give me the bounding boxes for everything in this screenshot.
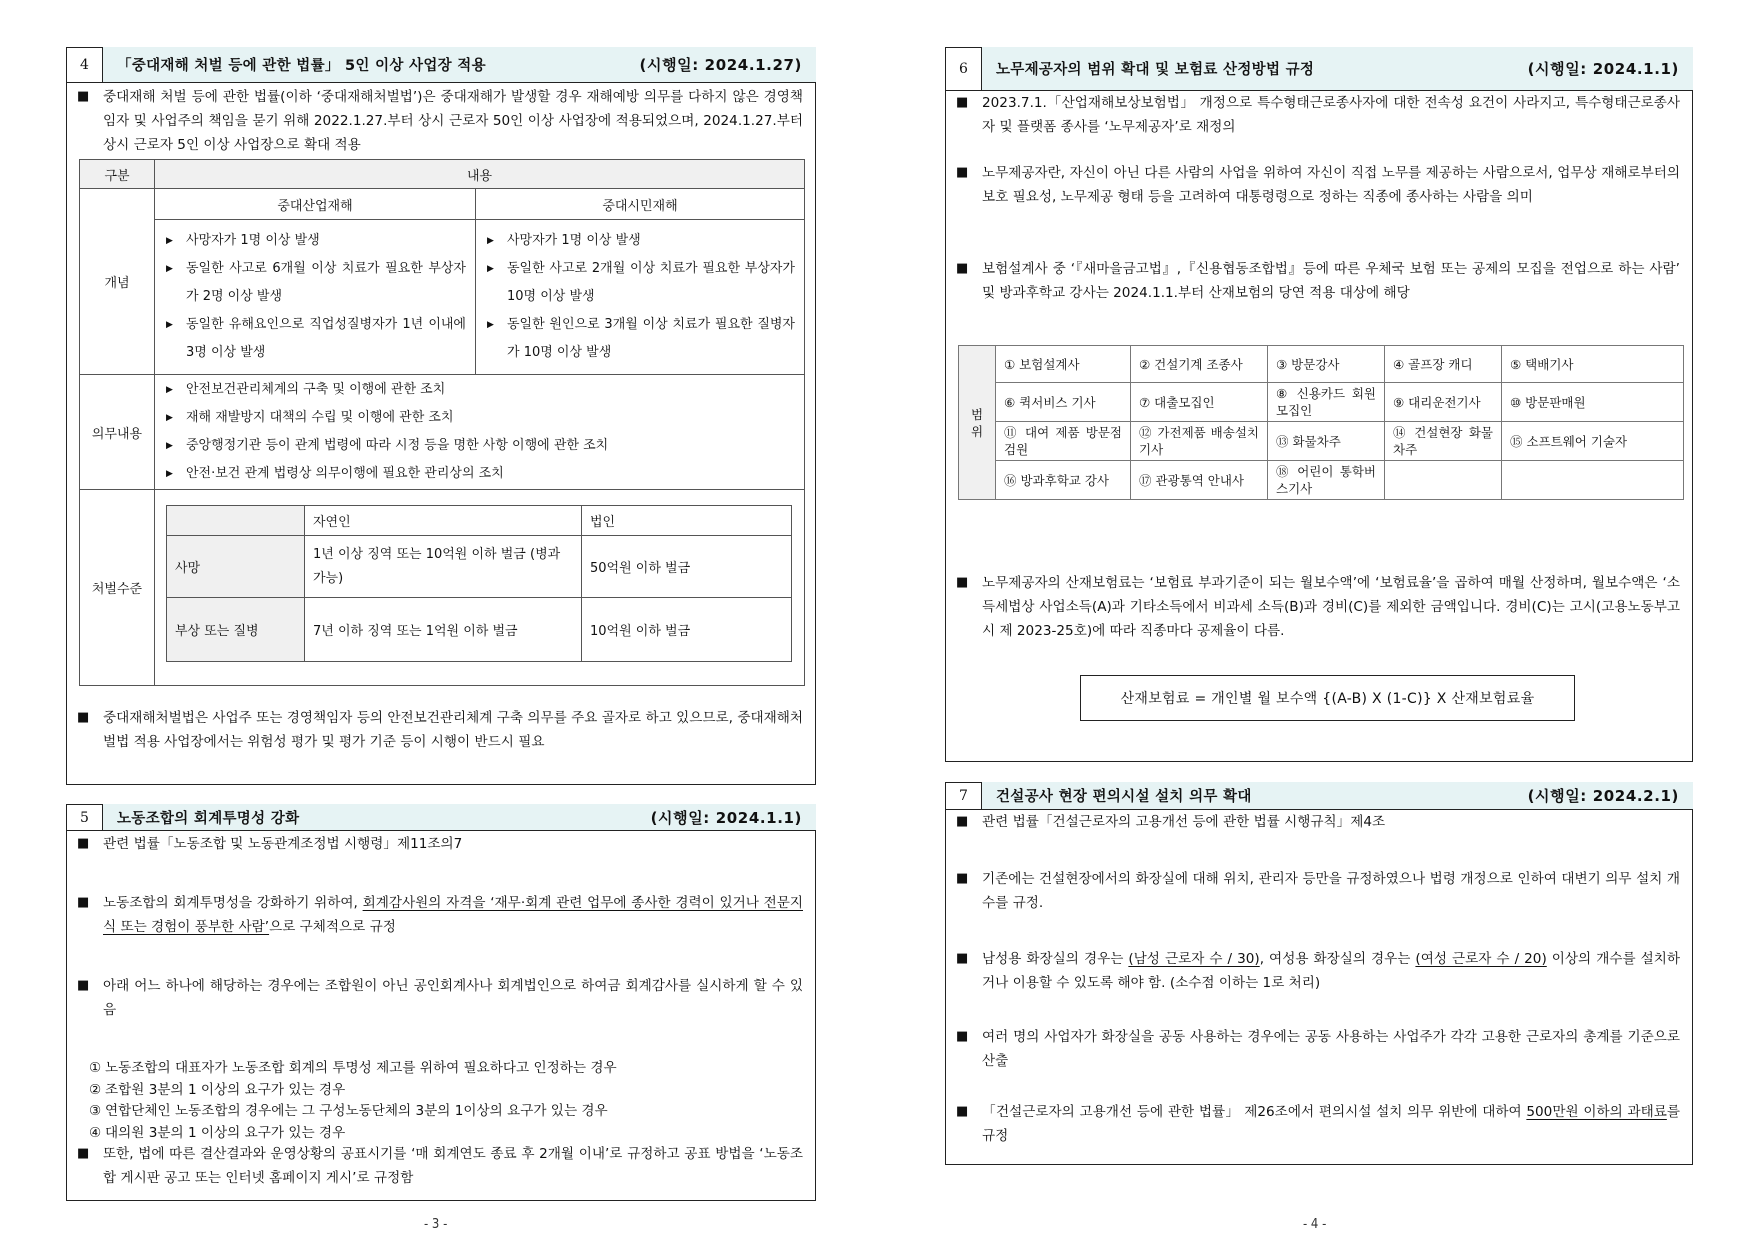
bullet-paragraph — [77, 891, 803, 939]
table-cell: ⑫ 가전제품 배송설치기사 — [1131, 422, 1268, 461]
serious-accident-table — [79, 159, 805, 686]
corp-penalty: 10억원 이하 벌금 — [582, 598, 792, 662]
table-cell — [1502, 461, 1684, 500]
case-list — [89, 1058, 803, 1144]
section-number: 5 — [66, 804, 103, 830]
square-bullet-icon: ■ — [956, 814, 969, 829]
bullet-paragraph — [956, 947, 1680, 995]
triangle-bullet-icon: ▶ — [487, 320, 494, 330]
underlined-text: 500만원 이하의 과태료 — [1526, 1104, 1667, 1120]
square-bullet-icon: ■ — [77, 89, 90, 104]
section-4 — [66, 47, 816, 785]
section-6-body — [945, 90, 1693, 762]
section-title: 노무제공자의 범위 확대 및 보험료 산정방법 규정 — [996, 62, 1315, 78]
row-label-penalty: 처벌수준 — [80, 490, 155, 686]
list-item: ③ 연합단체인 노동조합의 경우에는 그 구성노동단체의 3분의 1이상의 요구가 있는 경우 — [89, 1103, 608, 1119]
bullet-text: 관련 법률「건설근로자의 고용개선 등에 관한 법률 시행규칙」제4조 — [982, 814, 1386, 830]
section-date: (시행일: 2024.1.27) — [639, 56, 802, 74]
list-item: ▶ 안전보건관리체계의 구축 및 이행에 관한 조치 — [166, 376, 795, 404]
table-cell: ⑱ 어린이 통학버스기사 — [1268, 461, 1385, 500]
section-title: 「중대재해 처벌 등에 관한 법률」 5인 이상 사업장 적용 — [117, 58, 486, 74]
bullet-paragraph — [77, 85, 803, 157]
triangle-bullet-icon: ▶ — [166, 469, 173, 479]
col-header-corp: 법인 — [582, 506, 792, 536]
section-7-header — [945, 782, 1693, 809]
duty-items-cell — [155, 375, 805, 490]
square-bullet-icon: ■ — [956, 165, 969, 180]
table-cell: ⑯ 방과후학교 강사 — [996, 461, 1131, 500]
list-item: ▶ 사망자가 1명 이상 발생 — [487, 227, 795, 255]
section-title: 건설공사 현장 편의시설 설치 의무 확대 — [996, 789, 1252, 805]
bullet-paragraph — [956, 810, 1680, 834]
square-bullet-icon: ■ — [956, 261, 969, 276]
list-item: ▶ 사망자가 1명 이상 발생 — [166, 227, 466, 255]
triangle-bullet-icon: ▶ — [166, 413, 173, 423]
square-bullet-icon: ■ — [77, 1146, 90, 1161]
table-cell: ③ 방문강사 — [1268, 346, 1385, 383]
person-penalty: 7년 이하 징역 또는 1억원 이하 벌금 — [305, 598, 582, 662]
list-item: ▶ 안전·보건 관계 법령상 의무이행에 필요한 관리상의 조치 — [166, 460, 795, 488]
section-title: 노동조합의 회계투명성 강화 — [117, 810, 300, 827]
triangle-bullet-icon: ▶ — [166, 264, 173, 274]
table-row — [959, 461, 1684, 500]
row-label: 부상 또는 질병 — [167, 598, 305, 662]
table-cell: ⑧ 신용카드 회원모집인 — [1268, 383, 1385, 422]
bullet-text: 「건설근로자의 고용개선 등에 관한 법률」 제26조에서 편의시설 설치 의무 위반에 대하여 — [982, 1104, 1527, 1120]
triangle-bullet-icon: ▶ — [166, 441, 173, 451]
table-cell: ⑦ 대출모집인 — [1131, 383, 1268, 422]
square-bullet-icon: ■ — [77, 978, 90, 993]
page-number: - 3 - — [424, 1217, 448, 1232]
list-item: ▶ 재해 재발방지 대책의 수립 및 이행에 관한 조치 — [166, 404, 795, 432]
corp-penalty: 50억원 이하 벌금 — [582, 536, 792, 598]
bullet-text: 으로 구체적으로 규정 — [269, 919, 396, 935]
section-5-body — [66, 830, 816, 1201]
bullet-paragraph — [956, 867, 1680, 915]
list-item: ▶ 동일한 원인으로 3개월 이상 치료가 필요한 질병자가 10명 이상 발생 — [487, 311, 795, 367]
bullet-paragraph — [956, 1100, 1680, 1148]
section-6 — [945, 47, 1693, 762]
bullet-paragraph — [956, 161, 1680, 209]
section-5 — [66, 804, 816, 1201]
table-cell: ② 건설기계 조종사 — [1131, 346, 1268, 383]
bullet-text: 보험설계사 중 ‘『새마을금고법』,『신용협동조합법』등에 따른 우체국 보험 또는 공제의 모집을 전업으로 하는 사람’ 및 방과후학교 강사는 2024.1.1.부터 산재보험의 당연 적용 대상에 해당 — [982, 261, 1680, 301]
section-7-body — [945, 809, 1693, 1165]
table-cell: ⑰ 관광통역 안내사 — [1131, 461, 1268, 500]
triangle-bullet-icon: ▶ — [166, 320, 173, 330]
section-date: (시행일: 2024.2.1) — [1527, 787, 1679, 805]
bullet-text: 여러 명의 사업자가 화장실을 공동 사용하는 경우에는 공동 사용하는 사업주가 각각 고용한 근로자의 총계를 기준으로 산출 — [982, 1029, 1680, 1069]
table-cell: ⑨ 대리운전기사 — [1385, 383, 1502, 422]
bullet-text: 노무제공자란, 자신이 아닌 다른 사람의 사업을 위하여 자신이 직접 노무를 제공하는 사람으로서, 업무상 재해로부터의 보호 필요성, 노무제공 형태 등을 고려하여 대통령령으로 정하는 직종에 종사하는 사람을 의미 — [982, 165, 1680, 205]
square-bullet-icon: ■ — [956, 575, 969, 590]
table-row — [959, 346, 1684, 383]
list-item: ② 조합원 3분의 1 이상의 요구가 있는 경우 — [89, 1081, 346, 1098]
table-row — [167, 598, 792, 662]
section-date: (시행일: 2024.1.1) — [1527, 60, 1679, 78]
penalty-cell — [155, 490, 805, 686]
section-number: 4 — [66, 47, 103, 82]
civil-items-cell — [476, 220, 805, 375]
list-item: ▶ 동일한 유해요인으로 직업성질병자가 1년 이내에 3명 이상 발생 — [166, 311, 466, 367]
triangle-bullet-icon: ▶ — [487, 264, 494, 274]
section-date: (시행일: 2024.1.1) — [650, 808, 802, 827]
triangle-bullet-icon: ▶ — [487, 236, 494, 246]
bullet-text: 2023.7.1.「산업재해보상보험법」 개정으로 특수형태근로종사자에 대한 전속성 요건이 사라지고, 특수형태근로종사자 및 플랫폼 종사를 ‘노무제공자’로 재정의 — [982, 95, 1680, 135]
person-penalty: 1년 이상 징역 또는 10억원 이하 벌금 (병과 가능) — [305, 536, 582, 598]
table-cell: ④ 골프장 캐디 — [1385, 346, 1502, 383]
table-cell: ① 보험설계사 — [996, 346, 1131, 383]
scope-table — [958, 345, 1684, 500]
bullet-text: 남성용 화장실의 경우는 — [982, 951, 1129, 967]
bullet-text: 관련 법률「노동조합 및 노동관계조정법 시행령」제11조의7 — [103, 836, 463, 852]
bullet-paragraph — [956, 1025, 1680, 1073]
section-7 — [945, 782, 1693, 1165]
row-label-concept: 개념 — [80, 189, 155, 375]
square-bullet-icon: ■ — [77, 836, 90, 851]
list-item: ▶ 중앙행정기관 등이 관계 법령에 따라 시정 등을 명한 사항 이행에 관한 조치 — [166, 432, 795, 460]
square-bullet-icon: ■ — [77, 710, 90, 725]
table-cell: ⑭ 건설현장 화물차주 — [1385, 422, 1502, 461]
list-item: ④ 대의원 3분의 1 이상의 요구가 있는 경우 — [89, 1124, 346, 1141]
square-bullet-icon: ■ — [956, 1029, 969, 1044]
industrial-items-cell — [155, 220, 476, 375]
table-cell: ⑥ 퀵서비스 기사 — [996, 383, 1131, 422]
col-header-person: 자연인 — [305, 506, 582, 536]
civil-accident-title: 중대시민재해 — [476, 189, 805, 220]
bullet-text: 중대재해 처벌 등에 관한 법률(이하 ‘중대재해처벌법’)은 중대재해가 발생할 경우 재해예방 의무를 다하지 않은 경영책임자 및 사업주의 책임을 묻기 위해 2022.1.27.부터 상시 근로자 50인 이상 사업장에 적용되었으며, 2024.1.27.부터 상시 근로자 5인 이상 사업장으로 확대 적용 — [103, 89, 803, 153]
table-cell: ⑬ 화물차주 — [1268, 422, 1385, 461]
col-header-content: 내용 — [155, 160, 805, 189]
table-row — [959, 422, 1684, 461]
square-bullet-icon: ■ — [956, 871, 969, 886]
section-4-body — [66, 82, 816, 785]
section-number: 7 — [945, 782, 982, 809]
square-bullet-icon: ■ — [77, 895, 90, 910]
bullet-text: 를 규정 — [982, 1104, 1680, 1144]
square-bullet-icon: ■ — [956, 1104, 969, 1119]
industrial-accident-title: 중대산업재해 — [155, 189, 476, 220]
bullet-paragraph — [956, 257, 1680, 305]
table-cell — [1385, 461, 1502, 500]
triangle-bullet-icon: ▶ — [166, 236, 173, 246]
bullet-paragraph — [77, 832, 803, 856]
table-cell: ⑩ 방문판매원 — [1502, 383, 1684, 422]
list-item: ① 노동조합의 대표자가 노동조합 회계의 투명성 제고를 위하여 필요하다고 인정하는 경우 — [89, 1060, 617, 1076]
table-row — [959, 383, 1684, 422]
section-number: 6 — [945, 47, 982, 90]
list-item: ▶ 동일한 사고로 6개월 이상 치료가 필요한 부상자가 2명 이상 발생 — [166, 255, 466, 311]
bullet-paragraph — [956, 571, 1680, 643]
underlined-text: (남성 근로자 수 / 30) — [1128, 951, 1260, 967]
section-6-header — [945, 47, 1693, 90]
underlined-text: (여성 근로자 수 / 20) — [1415, 951, 1547, 967]
penalty-table — [166, 505, 792, 662]
bullet-paragraph — [956, 91, 1680, 139]
bullet-text: 이상의 개수를 설치하거나 이용할 수 있도록 해야 함. (소수점 이하는 1로 처리) — [982, 951, 1680, 991]
bullet-text: 아래 어느 하나에 해당하는 경우에는 조합원이 아닌 공인회계사나 회계법인으로 하여금 회계감사를 실시하게 할 수 있음 — [103, 978, 803, 1018]
list-item: ▶ 동일한 사고로 2개월 이상 치료가 필요한 부상자가 10명 이상 발생 — [487, 255, 795, 311]
bullet-text: 노동조합의 회계투명성을 강화하기 위하여, — [103, 895, 363, 911]
penalty-corner — [167, 506, 305, 536]
row-label-duty: 의무내용 — [80, 375, 155, 490]
square-bullet-icon: ■ — [956, 951, 969, 966]
table-cell: ⑮ 소프트웨어 기술자 — [1502, 422, 1684, 461]
bullet-text: , 여성용 화장실의 경우는 — [1259, 951, 1416, 967]
scope-label: 범위 — [959, 346, 996, 500]
row-label: 사망 — [167, 536, 305, 598]
table-cell: ⑪ 대여 제품 방문점검원 — [996, 422, 1131, 461]
underlined-text: 회계감사원의 자격을 ‘재무·회계 관련 업무에 종사한 경력이 있거나 전문지식 또는 경험이 풍부한 사람’ — [103, 895, 803, 935]
bullet-text: 중대재해처벌법은 사업주 또는 경영책임자 등의 안전보건관리체계 구축 의무를 주요 골자로 하고 있으므로, 중대재해처벌법 적용 사업장에서는 위험성 평가 및 평가 기준 등이 시행이 반드시 필요 — [103, 710, 803, 750]
bullet-text: 기존에는 건설현장에서의 화장실에 대해 위치, 관리자 등만을 규정하였으나 법령 개정으로 인하여 대변기 의무 설치 개수를 규정. — [982, 871, 1680, 911]
section-5-header — [66, 804, 816, 830]
col-header-category: 구분 — [80, 160, 155, 189]
triangle-bullet-icon: ▶ — [166, 385, 173, 395]
page-number: - 4 - — [1303, 1217, 1327, 1232]
bullet-paragraph — [77, 706, 803, 754]
bullet-paragraph — [77, 1142, 803, 1190]
bullet-paragraph — [77, 974, 803, 1022]
section-4-header — [66, 47, 816, 82]
bullet-text: 또한, 법에 따른 결산결과와 운영상황의 공표시기를 ‘매 회계연도 종료 후 2개월 이내’로 규정하고 공표 방법을 ‘노동조합 게시판 공고 또는 인터넷 홈페이지 게시’로 규정함 — [103, 1146, 803, 1186]
table-cell: ⑤ 택배기사 — [1502, 346, 1684, 383]
bullet-text: 노무제공자의 산재보험료는 ‘보험료 부과기준이 되는 월보수액’에 ‘보험료율’을 곱하여 매월 산정하며, 월보수액은 ‘소득세법상 사업소득(A)과 기타소득에서 비과세 소득(B)과 경비(C)를 제외한 금액입니다. 경비(C)는 고시(고용노동부고시 제 2023-25호)에 따라 직종마다 공제율이 다름. — [982, 575, 1680, 639]
premium-formula-box: 산재보험료 = 개인별 월 보수액 {(A-B) X (1-C)} X 산재보험료율 — [1080, 675, 1575, 721]
square-bullet-icon: ■ — [956, 95, 969, 110]
table-row — [167, 536, 792, 598]
